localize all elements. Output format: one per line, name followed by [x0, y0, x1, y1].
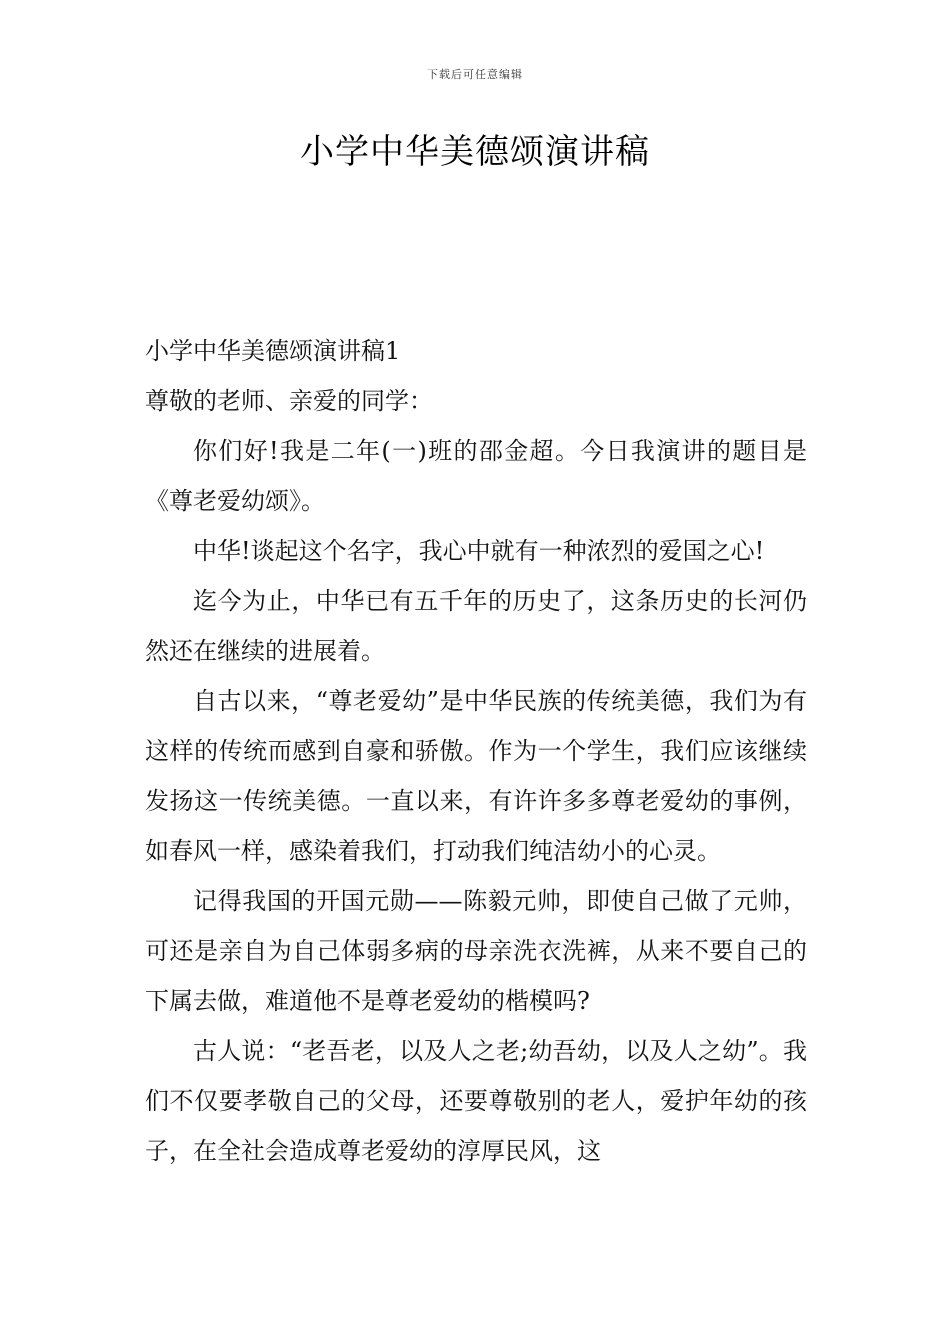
- paragraph: 迄今为止，中华已有五千年的历史了，这条历史的长河仍然还在继续的进展着。: [145, 587, 807, 665]
- paragraph: 古人说：“老吾老，以及人之老;幼吾幼，以及人之幼”。我们不仅要孝敬自己的父母，还要尊敬别的老人，爱护年幼的孩子，在全社会造成尊老爱幼的淳厚民风，这: [145, 1037, 807, 1165]
- paragraph: 小学中华美德颂演讲稿1: [145, 337, 401, 365]
- document-body: [145, 326, 807, 1176]
- paragraph: 中华!谈起这个名字，我心中就有一种浓烈的爱国之心!: [193, 537, 765, 565]
- paragraph: 尊敬的老师、亲爱的同学：: [145, 387, 433, 415]
- document-title: 小学中华美德颂演讲稿: [300, 132, 650, 172]
- paragraph: 你们好!我是二年(一)班的邵金超。今日我演讲的题目是《尊老爱幼颂》。: [145, 437, 807, 515]
- paragraph: 记得我国的开国元勋——陈毅元帅，即使自己做了元帅，可还是亲自为自己体弱多病的母亲洗衣洗裤，从来不要自己的下属去做，难道他不是尊老爱幼的楷模吗?: [145, 887, 807, 1015]
- paragraph: 自古以来，“尊老爱幼”是中华民族的传统美德，我们为有这样的传统而感到自豪和骄傲。作为一个学生，我们应该继续发扬这一传统美德。一直以来，有许许多多尊老爱幼的事例，如春风一样，感染着我们，打动我们纯洁幼小的心灵。: [145, 687, 807, 865]
- header-note: 下载后可任意编辑: [427, 68, 523, 81]
